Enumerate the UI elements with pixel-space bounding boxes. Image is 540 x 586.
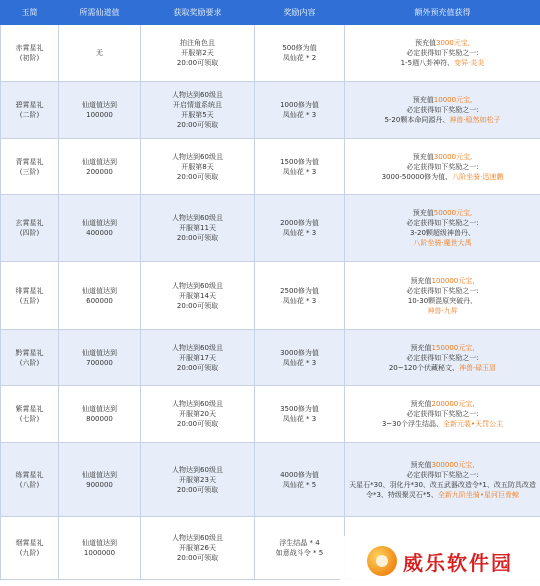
cell-line: 20:00可领取 [176,121,219,129]
cell-jade-slip [1,517,59,580]
cell-line: 人物达到60级且 [172,214,223,222]
cell-line: 900000 [86,480,113,489]
extra-line [347,409,538,419]
cell-line: 凤仙花 * 2 [282,54,317,62]
cell-requirement [141,25,255,82]
cell-line: 开服第5天 [181,111,214,119]
highlight-reward-text: 八阶坐骑·迅速鹏 [452,172,504,181]
cell-requirement [141,517,255,580]
cell-line: 100000 [86,111,113,119]
cell-jade-slip [1,330,59,386]
cell-line: 1000修为值 [280,101,319,109]
extra-line [347,48,538,58]
reward-text: 3-20颗超级神兽丹、 [410,229,475,237]
cell-line: (七阶) [19,415,40,423]
extra-line [347,105,538,115]
extra-line [347,115,538,125]
cell-line: 开服第8天 [181,162,214,171]
cell-line: 凤仙花 * 3 [282,167,317,176]
cell-line: 开服第2天 [181,49,214,57]
cell-jade-slip [1,82,59,139]
reward-text: 20~120个伏藏秘文、 [388,363,459,372]
cell-extra-recharge [345,330,540,386]
cell-line: 黔霄星礼 [15,348,44,357]
extra-line [347,286,538,296]
cell-line: 人物达到60级且 [172,400,223,408]
cell-line: 开服第26天 [179,544,216,552]
reward-text: 必定获得如下奖励之一: [406,162,479,171]
reward-text: 必定获得如下奖励之一: [406,470,479,479]
highlight-reward-text: 10000元宝, [433,96,473,104]
cell-line: 20:00可领取 [176,485,219,494]
cell-line: (三阶) [19,167,40,176]
cell-line: 开服第11天 [179,224,216,232]
extra-line [347,353,538,363]
cell-line: 仙道值达到 [82,348,117,357]
cell-line: 20:00可领取 [176,172,219,181]
reward-text: 1-5週八卦神符、 [400,59,455,67]
reward-text: 预充值 [410,400,432,408]
cell-required-value [59,330,141,386]
table-row [1,195,540,262]
cell-line: 仙道值达到 [82,101,117,109]
cell-line: 4000修为值 [280,470,319,479]
cell-line: 紫霄星礼 [15,405,44,413]
extra-line [347,162,538,172]
cell-line: 开服第23天 [179,475,216,484]
reward-text: 预充值 [412,152,434,161]
cell-line: 700000 [86,358,113,367]
header-requirement: 获取奖励要求 [141,1,255,25]
cell-requirement [141,82,255,139]
reward-text: 预充值 [410,276,432,285]
cell-line: (二阶) [19,111,40,119]
cell-required-value [59,195,141,262]
cell-line: 200000 [86,167,113,176]
swirl-logo-icon [367,546,397,576]
highlight-reward-text: 30000元宝, [433,152,473,161]
cell-jade-slip [1,139,59,195]
reward-text: 10-30颗混原突破丹、 [407,296,478,305]
extra-line [347,399,538,409]
table-row [1,82,540,139]
cell-required-value [59,139,141,195]
cell-requirement [141,386,255,443]
cell-line: 20:00可领取 [176,301,219,310]
extra-line [347,296,538,306]
extra-line [347,363,538,373]
highlight-reward-text: 神兽·九昇 [427,306,458,315]
header-jade-slip: 玉简 [1,1,59,25]
reward-text: 预充值 [414,39,436,47]
cell-line: 青霄星礼 [15,157,44,166]
cell-requirement [141,330,255,386]
cell-line: 人物达到60级且 [172,534,223,542]
extra-line [347,228,538,238]
table-row [1,443,540,517]
cell-requirement [141,443,255,517]
cell-line: 凤仙花 * 5 [282,480,317,489]
cell-line: 3500修为值 [280,405,319,413]
watermark-text: 威乐软件园 [403,550,513,575]
cell-extra-recharge [345,139,540,195]
table-row [1,386,540,443]
reward-text: 3000-50000修为值、 [381,172,453,181]
reward-text: 天星石*30、羽化丹*30、改五武器改造令*1、改五防具改造令*3、特级聚灵石*5、 [349,480,536,499]
cell-line: 人物达到60级且 [172,281,223,290]
cell-line: 1500修为值 [280,157,319,166]
extra-line [347,38,538,48]
header-reward: 奖励内容 [255,1,345,25]
cell-line: 800000 [86,415,113,423]
cell-line: 凤仙花 * 3 [282,415,317,423]
table-row [1,262,540,330]
cell-line: (五阶) [19,296,40,305]
cell-required-value [59,443,141,517]
site-watermark [340,536,540,586]
cell-extra-recharge [345,82,540,139]
cell-line: 碧霄星礼 [15,101,44,109]
cell-line: 如意战斗令 * 5 [275,549,324,557]
cell-reward [255,195,345,262]
cell-required-value [59,517,141,580]
reward-text: 必定获得如下奖励之一: [406,353,479,362]
cell-reward [255,443,345,517]
cell-extra-recharge [345,195,540,262]
cell-line: 凤仙花 * 3 [282,296,317,305]
reward-text: 必定获得如下奖励之一: [406,219,479,227]
cell-line: 开启情道系统且 [173,101,222,109]
cell-line: 玄霄星礼 [15,219,44,227]
cell-line: 3000修为值 [280,348,319,357]
cell-line: 仙道值达到 [82,539,117,547]
extra-line [347,276,538,286]
cell-line: 仙道值达到 [82,470,117,479]
cell-line: 500修为值 [282,44,317,52]
highlight-reward-text: 300000元宝, [431,460,475,469]
header-required-value: 所需仙道值 [59,1,141,25]
highlight-reward-text: 八阶坐骑·魔世大禹 [413,239,472,247]
highlight-reward-text: 全新元装•天罚公主 [443,420,504,428]
cell-required-value [59,82,141,139]
extra-line [347,306,538,316]
table-row [1,25,540,82]
cell-line: 400000 [86,229,113,237]
extra-line [347,152,538,162]
cell-line: 开服第14天 [179,291,216,300]
cell-extra-recharge [345,443,540,517]
reward-text: 必定获得如下奖励之一: [406,286,479,295]
cell-line: 拍注角色且 [180,39,215,47]
cell-line: 仙道值达到 [82,405,117,413]
reward-text: 预充值 [412,209,434,217]
cell-line: (四阶) [19,229,40,237]
highlight-reward-text: 200000元宝, [431,400,475,408]
cell-jade-slip [1,443,59,517]
cell-extra-recharge [345,386,540,443]
cell-line: 600000 [86,296,113,305]
reward-text: 必定获得如下奖励之一: [406,49,479,57]
cell-line: 凤仙花 * 3 [282,358,317,367]
cell-requirement [141,139,255,195]
cell-reward [255,386,345,443]
cell-line: 人物达到60级且 [172,152,223,161]
cell-reward [255,25,345,82]
cell-line: 无 [96,49,103,57]
cell-line: 浮生结晶 * 4 [279,539,320,547]
cell-line: 2000修为值 [280,219,319,227]
cell-extra-recharge [345,25,540,82]
reward-text: 预充值 [410,460,432,469]
extra-line [347,419,538,429]
cell-line: (初阶) [19,54,40,62]
cell-line: 20:00可领取 [176,420,219,428]
extra-line [347,460,538,470]
extra-line [347,238,538,248]
cell-line: (六阶) [19,358,40,367]
extra-line [347,343,538,353]
cell-requirement [141,195,255,262]
cell-line: 人物达到60级且 [172,465,223,474]
highlight-reward-text: 变异·炎炎 [454,59,485,67]
cell-jade-slip [1,262,59,330]
extra-line [347,95,538,105]
cell-line: 20:00可领取 [176,59,219,67]
cell-required-value [59,25,141,82]
reward-text: 必定获得如下奖励之一: [406,106,479,114]
cell-extra-recharge [345,262,540,330]
cell-line: 仙道值达到 [82,219,117,227]
table-row [1,139,540,195]
cell-line: 凤仙花 * 3 [282,229,317,237]
highlight-reward-text: 100000元宝, [431,276,475,285]
cell-line: 开服第20天 [179,410,216,418]
highlight-reward-text: 神兽·稳然如松子 [449,116,501,124]
cell-required-value [59,386,141,443]
extra-line [347,58,538,68]
table-header-row [1,1,540,25]
cell-jade-slip [1,25,59,82]
cell-line: 仙道值达到 [82,157,117,166]
extra-line [347,218,538,228]
reward-text: 5-20颗本命同源丹、 [384,116,450,124]
cell-jade-slip [1,386,59,443]
extra-line [347,208,538,218]
extra-line [347,480,538,500]
cell-line: 开服第17天 [179,353,216,362]
cell-line: (九阶) [19,549,40,557]
cell-line: 绯霄星礼 [15,286,44,295]
cell-line: 烟霄星礼 [15,539,44,547]
cell-line: 人物达到60级且 [172,343,223,352]
reward-text: 必定获得如下奖励之一: [406,410,479,418]
header-extra-recharge: 额外预充值获得 [345,1,540,25]
highlight-reward-text: 全新九阶坐骑•星河巨骨鲸 [437,490,520,499]
extra-line [347,172,538,182]
cell-line: 1000000 [83,549,116,557]
reward-text: 3~30个浮生结晶、 [381,420,444,428]
highlight-reward-text: 150000元宝, [431,343,475,352]
table-body [1,25,540,580]
reward-text: 预充值 [410,343,432,352]
highlight-reward-text: 神兽·碌玉冒 [458,363,497,372]
cell-reward [255,330,345,386]
cell-line: 练霄星礼 [15,470,44,479]
cell-line: 20:00可领取 [176,363,219,372]
table-row [1,330,540,386]
reward-text: 预充值 [412,96,434,104]
cell-line: 2500修为值 [280,286,319,295]
highlight-reward-text: 3000元宝, [435,39,471,47]
cell-reward [255,82,345,139]
cell-line: 人物达到60级且 [172,91,223,99]
cell-reward [255,139,345,195]
cell-line: (八阶) [19,480,40,489]
cell-line: 赤霄星礼 [15,44,44,52]
cell-jade-slip [1,195,59,262]
highlight-reward-text: 50000元宝, [433,209,473,217]
cell-line: 凤仙花 * 3 [282,111,317,119]
cell-reward [255,517,345,580]
cell-reward [255,262,345,330]
cell-line: 20:00可领取 [176,234,219,242]
cell-line: 20:00可领取 [176,554,219,562]
cell-line: 仙道值达到 [82,286,117,295]
extra-line [347,470,538,480]
cell-requirement [141,262,255,330]
cell-required-value [59,262,141,330]
